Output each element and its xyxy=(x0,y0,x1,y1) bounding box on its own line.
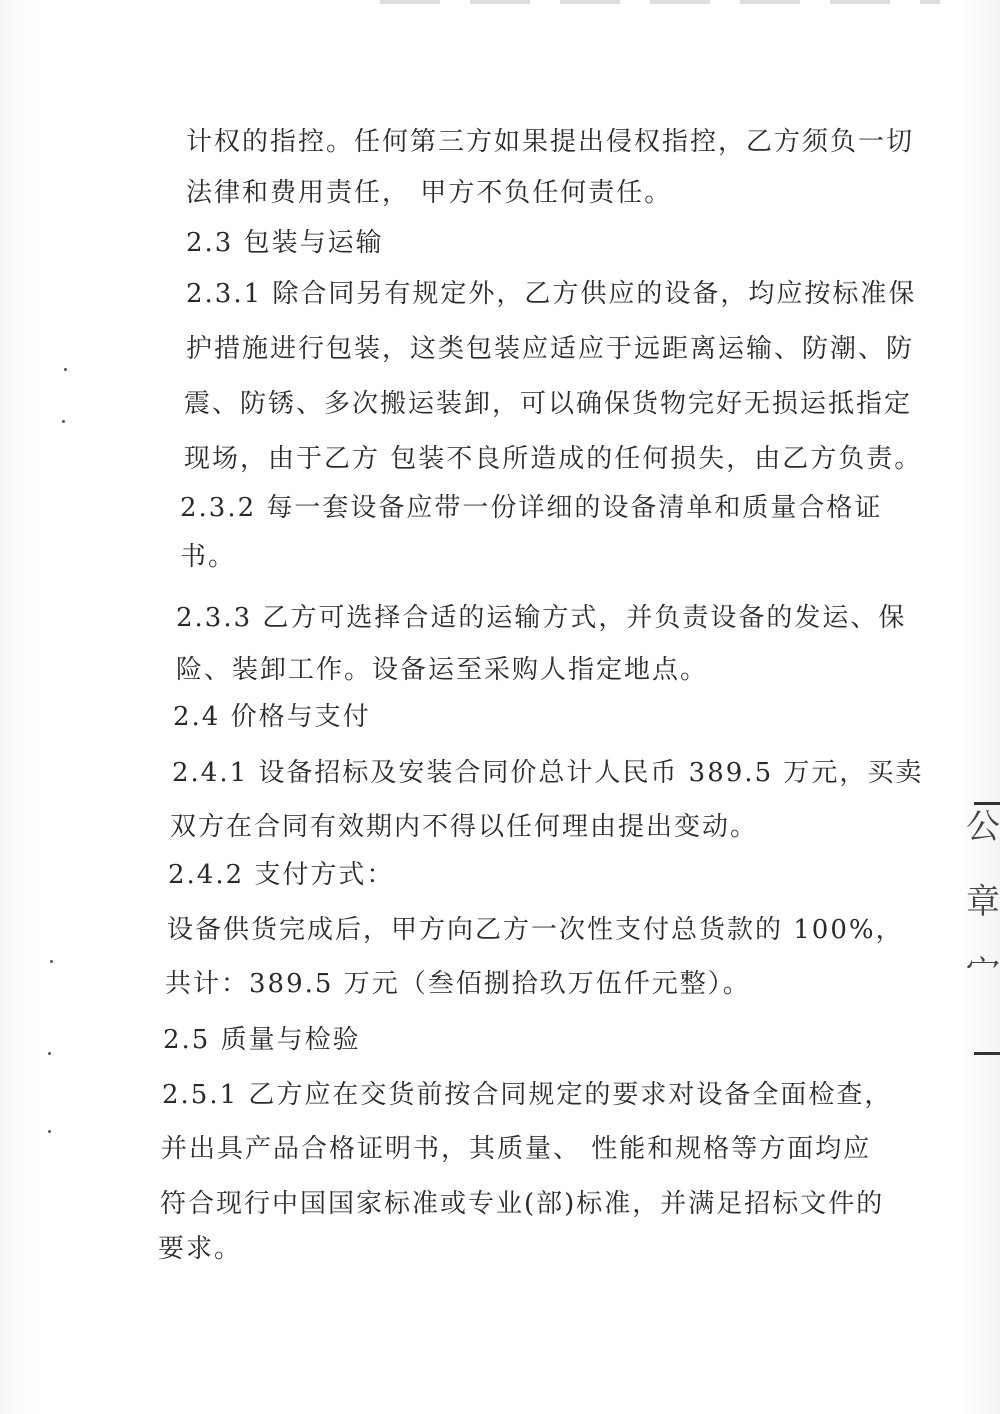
text-line-8: 2.3.2 每一套设备应带一份详细的设备清单和质量合格证 xyxy=(180,493,883,523)
text-line-1: 计权的指控。任何第三方如果提出侵权指控，乙方须负一切 xyxy=(186,127,915,157)
scan-speck xyxy=(48,1052,51,1055)
text-line-13: 2.4.1 设备招标及安装合同价总计人民币 389.5 万元，买卖 xyxy=(172,758,924,788)
section-heading-2-5: 2.5 质量与检验 xyxy=(163,1025,361,1055)
section-heading-2-4: 2.4 价格与支付 xyxy=(173,702,371,732)
text-line-11: 险、装卸工作。设备运至采购人指定地点。 xyxy=(176,655,709,685)
text-line-22: 要求。 xyxy=(158,1234,243,1264)
text-line-14: 双方在合同有效期内不得以任何理由提出变动。 xyxy=(170,812,759,842)
text-line-19: 2.5.1 乙方应在交货前按合同规定的要求对设备全面检查， xyxy=(162,1080,893,1110)
text-line-2: 法律和费用责任， 甲方不负任何责任。 xyxy=(186,178,673,208)
text-line-17: 共计：389.5 万元（叁佰捌拾玖万伍仟元整）。 xyxy=(165,969,751,999)
stamp-glyph-3: 宀 xyxy=(966,952,1000,992)
text-line-20: 并出具产品合格证明书，其质量、 性能和规格等方面均应 xyxy=(161,1134,872,1164)
text-line-4: 2.3.1 除合同另有规定外，乙方供应的设备，均应按标准保 xyxy=(186,279,917,309)
text-line-7: 现场，由于乙方 包装不良所造成的任何损失，由乙方负责。 xyxy=(184,444,923,474)
scan-speck xyxy=(62,420,65,423)
stamp-edge-mark xyxy=(974,1052,1000,1055)
scan-speck xyxy=(48,1130,51,1133)
text-line-21: 符合现行中国国家标准或专业(部)标准，并满足招标文件的 xyxy=(160,1189,885,1219)
text-line-10: 2.3.3 乙方可选择合适的运输方式，并负责设备的发运、保 xyxy=(176,603,907,633)
stamp-edge-mark xyxy=(974,802,1000,805)
section-heading-2-3: 2.3 包装与运输 xyxy=(186,228,384,258)
scan-top-artifact xyxy=(380,0,940,4)
text-line-6: 震、防锈、多次搬运装卸，可以确保货物完好无损运抵指定 xyxy=(184,389,913,419)
text-line-5: 护措施进行包装，这类包装应适应于远距离运输、防潮、防 xyxy=(186,334,915,364)
text-line-9: 书。 xyxy=(180,542,237,572)
stamp-glyph-2: 章 xyxy=(966,882,1000,922)
text-line-16: 设备供货完成后，甲方向乙方一次性支付总货款的 100%， xyxy=(167,915,904,945)
scan-speck xyxy=(64,368,67,371)
partial-seal-stamp xyxy=(962,790,1000,1060)
text-line-15: 2.4.2 支付方式： xyxy=(168,860,395,890)
stamp-glyph-1: 公 xyxy=(966,807,1000,847)
scan-speck xyxy=(50,960,53,963)
